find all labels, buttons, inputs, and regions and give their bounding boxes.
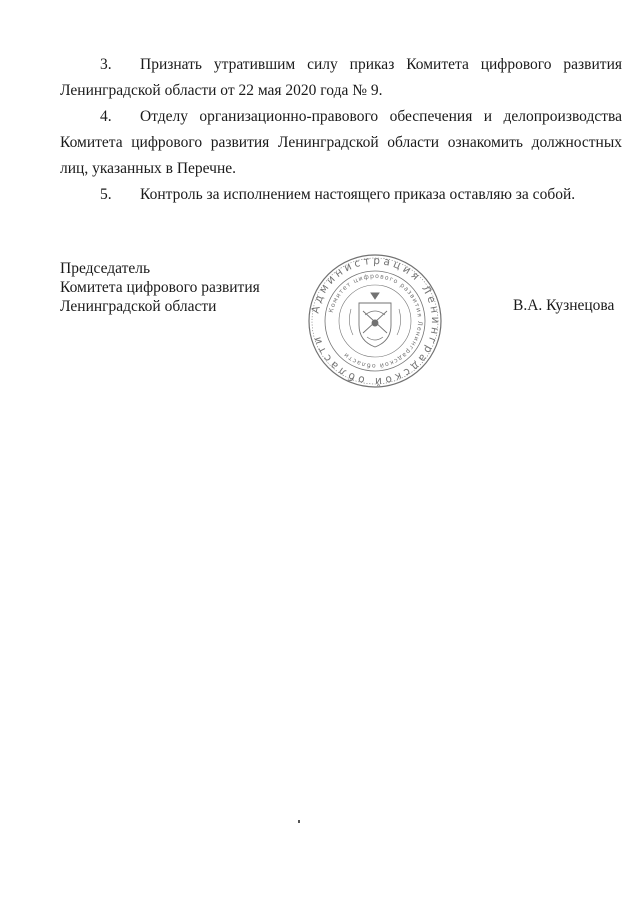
signer-position-line: Ленинградской области (60, 298, 217, 315)
item-number: 5. (100, 186, 112, 203)
order-item-5 (60, 182, 622, 208)
seal-outer-text: Администрация Ленинградской области (309, 254, 442, 388)
signer-position-line: Комитета цифрового развития (60, 279, 260, 296)
order-item-4 (60, 104, 622, 182)
item-number: 3. (100, 56, 112, 73)
seal-inner-text: Комитет цифрового развития Ленинградской области (327, 272, 424, 370)
scan-speck (298, 820, 300, 823)
signer-name: В.А. Кузнецова (513, 297, 615, 314)
signer-position-line: Председатель (60, 260, 151, 277)
signature-block (60, 259, 260, 316)
item-text: Признать утратившим силу приказ Комитета цифрового развития Ленинградской области от 22 мая 2020 года № 9. (60, 56, 622, 99)
item-text: Отделу организационно-правового обеспечения и делопроизводства Комитета цифрового развития Ленинградской области ознакомить должностных лиц, указанных в Перечне. (60, 108, 622, 177)
item-text: Контроль за исполнением настоящего приказа оставляю за собой. (140, 186, 576, 203)
coat-of-arms-icon (349, 293, 400, 347)
order-item-3 (60, 52, 622, 104)
item-number: 4. (100, 108, 112, 125)
official-seal-stamp (307, 253, 443, 389)
